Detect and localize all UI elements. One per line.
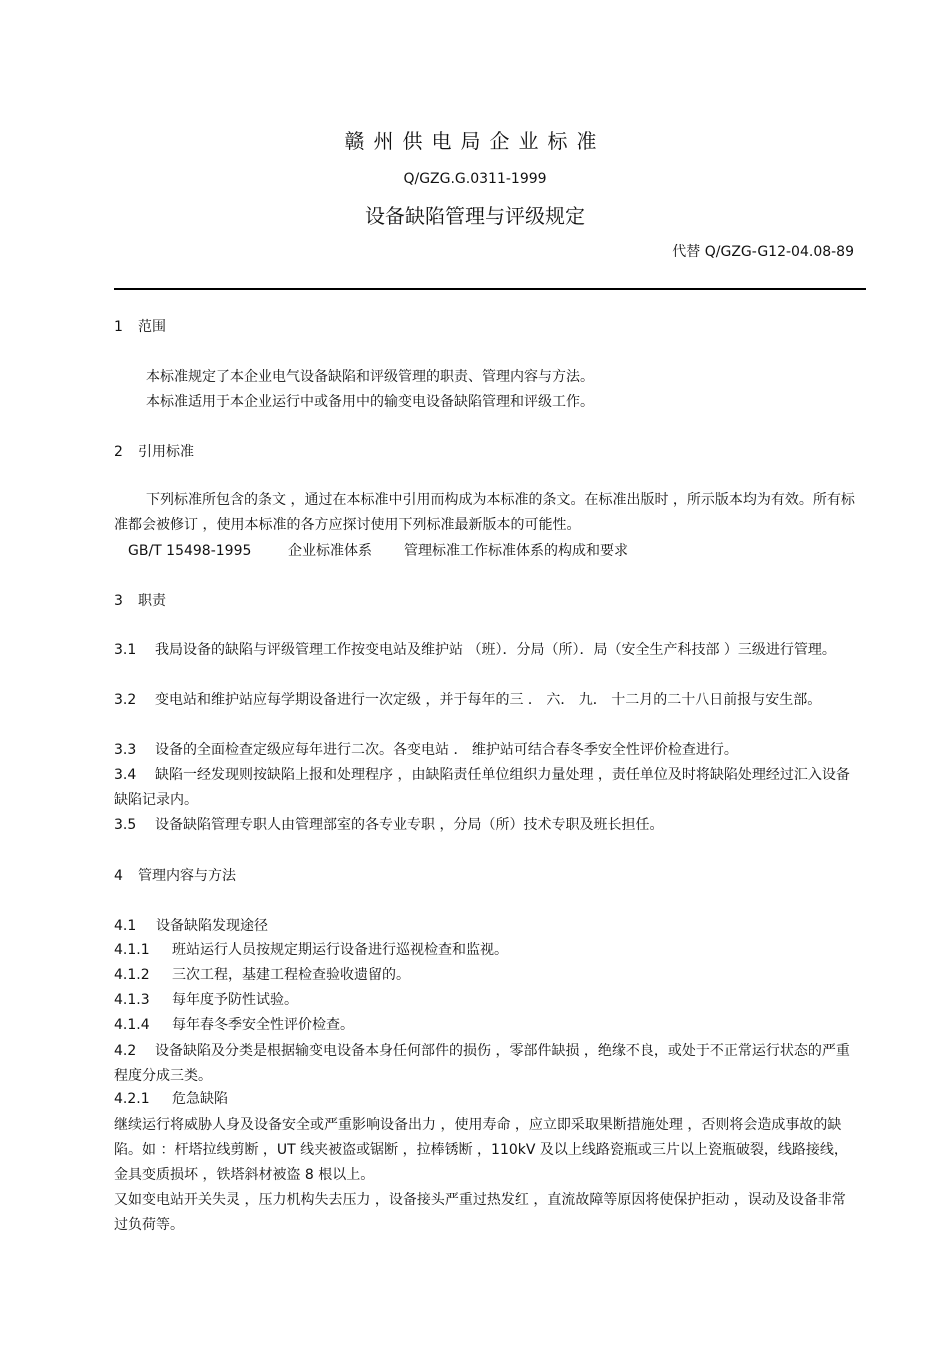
section-3-heading	[114, 592, 166, 610]
item-4-1-2	[114, 966, 410, 984]
item-3-2	[114, 688, 858, 713]
item-number: 4.2.1	[114, 1091, 150, 1107]
item-text: 设备缺陷及分类是根据输变电设备本身任何部件的损伤 ，零部件缺损 ，绝缘不良，或处于不正常运行状态的严重程度分成三类。	[114, 1043, 850, 1084]
item-number: 4.1.3	[114, 992, 150, 1008]
item-text: 设备缺陷管理专职人由管理部室的各专业专职 ，分局（所）技术专职及班长担任。	[155, 817, 664, 833]
item-4-1-4	[114, 1016, 354, 1034]
item-4-2-1	[114, 1090, 228, 1108]
section-title: 范围	[138, 319, 166, 335]
standard-name: 企业标准体系	[288, 543, 372, 559]
section-title: 引用标准	[138, 444, 194, 460]
section-number: 3	[114, 593, 123, 609]
item-number: 4.1.1	[114, 942, 150, 958]
section-title: 管理内容与方法	[138, 868, 236, 884]
org-title: 赣州供电局企业标准	[344, 129, 606, 153]
section-number: 2	[114, 444, 123, 460]
header-divider	[114, 288, 866, 290]
item-4-1-3	[114, 991, 298, 1009]
item-text: 缺陷一经发现则按缺陷上报和处理程序 ，由缺陷责任单位组织力量处理 ，责任单位及时将缺陷处理经过汇入设备缺陷记录内。	[114, 767, 850, 808]
section-4-heading	[114, 867, 236, 885]
item-text: 三次工程，基建工程检查验收遗留的。	[172, 967, 410, 983]
section-2-para-1: 下列标准所包含的条文 ，通过在本标准中引用而构成为本标准的条文。在标准出版时 ，所示版本均为有效。所有标准都会被修订 ，使用本标准的各方应探讨使用下列标准最新版本的可能性。	[114, 492, 855, 533]
document-title: 设备缺陷管理与评级规定	[365, 204, 585, 228]
item-4-2	[114, 1039, 858, 1089]
item-text: 设备的全面检查定级应每年进行二次。各变电站 ． 维护站可结合春冬季安全性评价检查进行。	[155, 742, 738, 758]
item-3-5	[114, 813, 858, 838]
section-title: 职责	[138, 593, 166, 609]
item-3-3	[114, 738, 858, 763]
item-4-1	[114, 917, 268, 935]
item-number: 4.1.4	[114, 1017, 150, 1033]
replaces-standard: 代替 Q/GZG-G12-04.08-89	[672, 244, 854, 260]
standard-code: GB/T 15498-1995	[128, 543, 252, 559]
standard-number: Q/GZG.G.0311-1999	[403, 171, 547, 187]
item-number: 4.2	[114, 1043, 137, 1059]
item-number: 3.5	[114, 817, 137, 833]
item-text: 变电站和维护站应每学期设备进行一次定级 ，并于每年的三 ． 六． 九． 十二月的二十八日前报与安生部。	[155, 692, 822, 708]
section-2-heading	[114, 443, 194, 461]
section-number: 4	[114, 868, 123, 884]
referenced-standard	[128, 542, 628, 560]
item-text: 危急缺陷	[172, 1091, 228, 1107]
item-text: 设备缺陷发现途径	[156, 918, 268, 934]
section-1-heading	[114, 318, 166, 336]
item-4-1-1	[114, 941, 508, 959]
item-text: 每年春冬季安全性评价检查。	[172, 1017, 354, 1033]
item-number: 4.1	[114, 918, 137, 934]
item-3-1	[114, 638, 858, 663]
item-number: 3.2	[114, 692, 137, 708]
item-text: 我局设备的缺陷与评级管理工作按变电站及维护站 （班）．分局（所）．局（安全生产科技部 ）三级进行管理。	[155, 642, 836, 658]
section-1-para-1: 本标准规定了本企业电气设备缺陷和评级管理的职责、管理内容与方法。	[146, 369, 594, 385]
item-text: 班站运行人员按规定期运行设备进行巡视检查和监视。	[172, 942, 508, 958]
item-3-4	[114, 763, 858, 813]
item-number: 3.3	[114, 742, 137, 758]
critical-defect-para-1: 继续运行将威胁人身及设备安全或严重影响设备出力 ，使用寿命 ，应立即采取果断措施处理 ，否则将会造成事故的缺陷。如 ：杆塔拉线剪断 ，UT 线夹被盗或锯断 ，拉棒锈断 ，110kV 及以上线路瓷瓶或三片以上瓷瓶破裂，线路接线，金具变质损坏 ，铁塔斜材被盗 8 根以上。	[114, 1117, 848, 1183]
item-text: 每年度予防性试验。	[172, 992, 298, 1008]
section-1-para-2: 本标准适用于本企业运行中或备用中的输变电设备缺陷管理和评级工作。	[146, 394, 594, 410]
item-number: 3.1	[114, 642, 137, 658]
section-number: 1	[114, 319, 123, 335]
standard-description: 管理标准工作标准体系的构成和要求	[404, 543, 628, 559]
critical-defect-para-2: 又如变电站开关失灵 ，压力机构失去压力 ，设备接头严重过热发红 ，直流故障等原因将使保护拒动 ，误动及设备非常过负荷等。	[114, 1192, 846, 1233]
item-number: 4.1.2	[114, 967, 150, 983]
item-number: 3.4	[114, 767, 137, 783]
